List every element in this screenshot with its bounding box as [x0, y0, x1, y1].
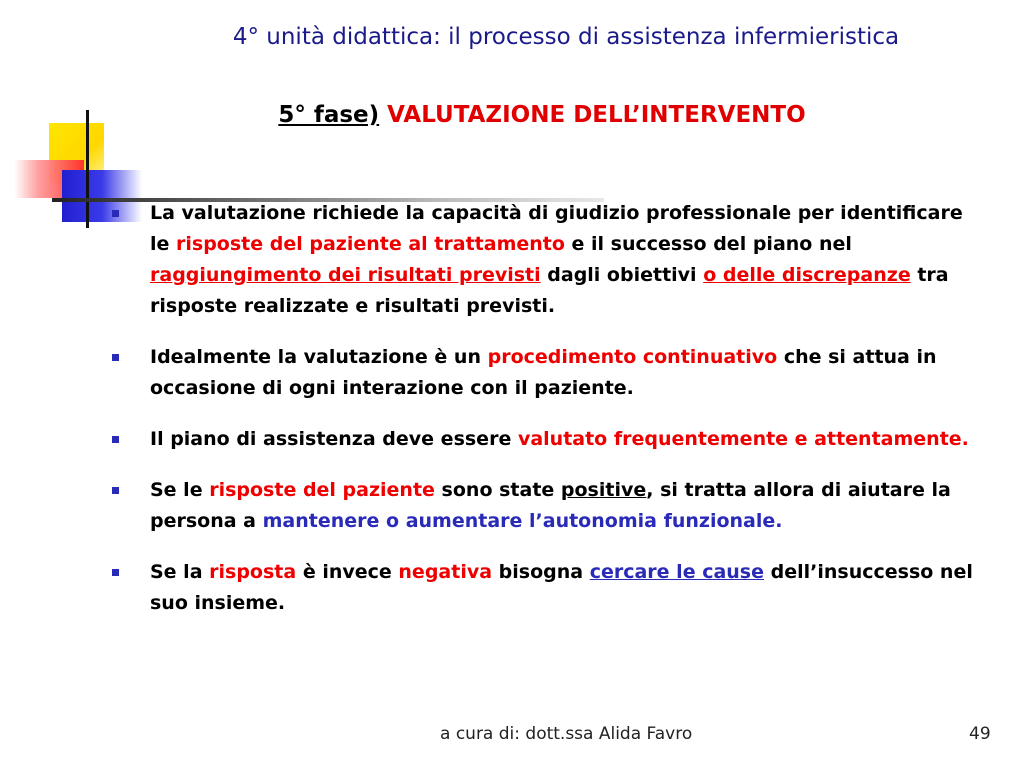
slide-title-phase: 5° fase) [278, 102, 380, 128]
bullet-item [108, 342, 978, 404]
bullet-highlight-underlined: o delle discrepanze [703, 264, 911, 286]
bullet-item [108, 424, 978, 455]
bullet-highlight-blue: mantenere o aumentare l’autonomia funzionale. [262, 510, 783, 532]
bullet-highlight-underlined: raggiungimento dei risultati previsti [150, 264, 541, 286]
slide-title-topic: VALUTAZIONE DELL’INTERVENTO [379, 102, 806, 128]
bullet-square-icon [112, 487, 119, 494]
bullet-text: dell’insuccesso nel suo insieme. [150, 561, 973, 614]
bullet-text: , si tratta allora di aiutare la persona a [150, 479, 951, 532]
bullet-square-icon [112, 354, 119, 361]
bullet-text: La valutazione richiede la capacità di giudizio professionale per identificare le [150, 202, 963, 255]
bullet-square-icon [112, 436, 119, 443]
bullet-highlight: risposte del paziente [209, 479, 435, 501]
bullet-text: Se le [150, 479, 210, 501]
bullet-item [108, 475, 978, 537]
bullet-text: bisogna [492, 561, 590, 583]
bullet-item [108, 557, 978, 619]
slide-number: 49 [969, 724, 991, 744]
bullet-square-icon [112, 569, 119, 576]
bullet-text: è invece [296, 561, 399, 583]
bullet-highlight: valutato frequentemente e attentamente. [517, 428, 969, 450]
bullet-text: sono state [434, 479, 561, 501]
header-title: 4° unità didattica: il processo di assistenza infermieristica [232, 24, 900, 50]
bullet-text: che si attua in occasione di ogni interazione con il paziente. [150, 346, 937, 399]
bullet-text: dagli obiettivi [540, 264, 704, 286]
bullet-highlight: negativa [398, 561, 493, 583]
bullet-list [108, 198, 978, 639]
bullet-text: e il successo del piano nel [564, 233, 852, 255]
bullet-text: Il piano di assistenza deve essere [150, 428, 518, 450]
bullet-text: tra risposte realizzate e risultati previsti. [150, 264, 949, 317]
bullet-highlight: procedimento continuativo [487, 346, 778, 368]
bullet-text: Idealmente la valutazione è un [150, 346, 488, 368]
bullet-square-icon [112, 210, 119, 217]
bullet-highlight-blue-underlined: cercare le cause [589, 561, 764, 583]
bullet-underlined-text: positive [560, 479, 647, 501]
bullet-item [108, 198, 978, 322]
bullet-text: Se la [150, 561, 210, 583]
bullet-highlight: risposta [209, 561, 297, 583]
bullet-highlight: risposte del paziente al trattamento [176, 233, 565, 255]
slide-title [0, 102, 1024, 128]
footer-credit: a cura di: dott.ssa Alida Favro [440, 724, 693, 744]
